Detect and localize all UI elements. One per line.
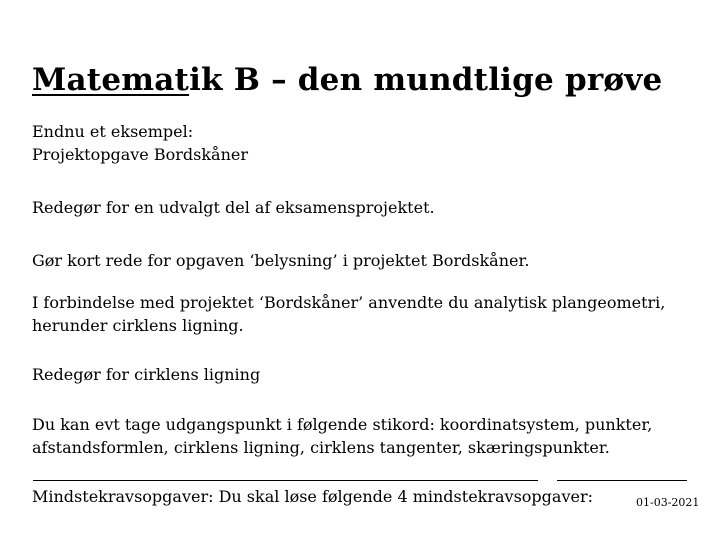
footer-divider-right [557,480,687,481]
footer-divider-left [33,480,538,481]
redegor-cirkel-text: Redegør for cirklens ligning [32,365,261,384]
redegor-projekt-text: Redegør for en udvalgt del af eksamensprojektet. [32,198,435,217]
slide-title-rest: ik B – den mundtlige prøve [189,62,663,98]
forbindelse-block [32,291,665,337]
slide-title-underlined-part: Matemat [32,62,190,98]
stikord-line-1: Du kan evt tage udgangspunkt i følgende stikord: koordinatsystem, punkter, [32,415,653,434]
stikord-block [32,413,652,459]
forbindelse-line-2: herunder cirklens ligning. [32,316,244,335]
mindstekrav-text: Mindstekravsopgaver: Du skal løse følgende 4 mindstekravsopgaver: [32,487,593,506]
stikord-line-2: afstandsformlen, cirklens ligning, cirklens tangenter, skæringspunkter. [32,438,610,457]
intro-line-1: Endnu et eksempel: [32,122,194,141]
intro-block [32,120,248,166]
intro-line-2: Projektopgave Bordskåner [32,145,248,164]
belysning-text: Gør kort rede for opgaven ‘belysning’ i projektet Bordskåner. [32,251,530,270]
slide-date: 01-03-2021 [636,496,700,509]
forbindelse-line-1: I forbindelse med projektet ‘Bordskåner’ anvendte du analytisk plangeometri, [32,293,666,312]
slide-title [32,62,662,98]
